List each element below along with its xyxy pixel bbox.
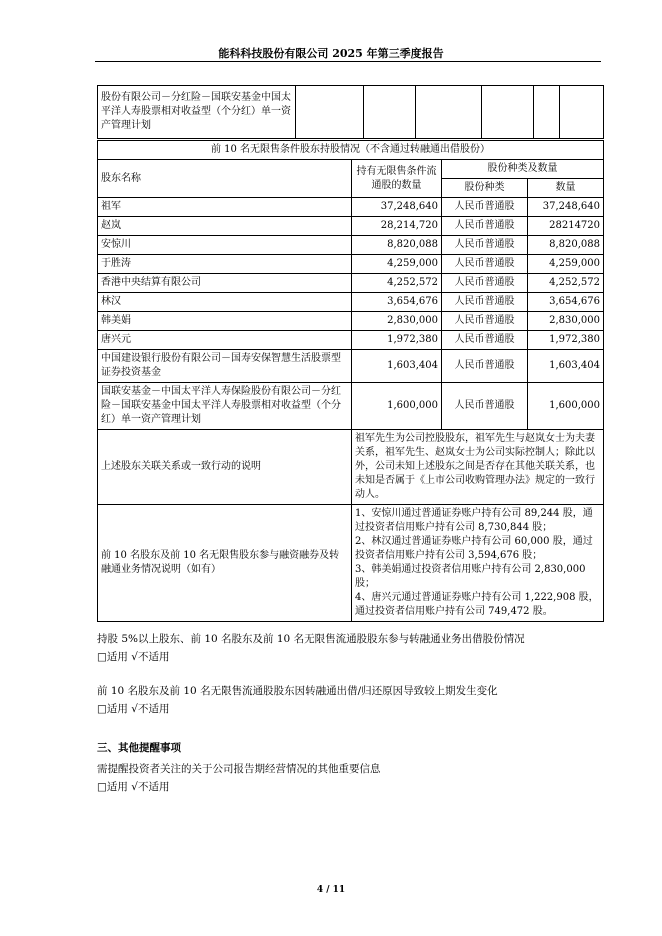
table-row: 林汉 3,654,676 人民币普通股 3,654,676 — [98, 293, 604, 312]
section-other-option: □适用 √不适用 — [97, 781, 170, 793]
continuation-holder-name: 股份有限公司－分红险－国联安基金中国太平洋人寿股票相对收益型（个分红）单一资产管理计划 — [98, 86, 296, 139]
list-item: 4、唐兴元通过普通证券账户持有公司 1,222,908 股，通过投资者信用账户持有公司 749,472 股。 — [355, 592, 599, 617]
note-lending-title: 持股 5%以上股东、前 10 名股东及前 10 名无限售流通股股东参与转融通业务出借股份情况 — [97, 633, 525, 645]
list-item: 3、韩美娟通过投资者信用账户持有公司 2,830,000 股； — [355, 564, 586, 589]
list-item: 1、安惊川通过普通证券账户持有公司 89,244 股，通过投资者信用账户持有公司 8,730,844 股； — [355, 508, 593, 533]
table-row: 祖军 37,248,640 人民币普通股 37,248,640 — [98, 198, 604, 217]
note-change-title: 前 10 名股东及前 10 名无限售流通股股东因转融通出借/归还原因导致较上期发生变化 — [97, 685, 498, 697]
col-header-amount: 数量 — [528, 179, 604, 198]
margin-trading-label: 前 10 名股东及前 10 名无限售股东参与融资融券及转融通业务情况说明（如有） — [98, 505, 352, 622]
relation-label: 上述股东关联关系或一致行动的说明 — [98, 430, 352, 505]
header-divider — [95, 61, 601, 62]
table-row: 国联安基金－中国太平洋人寿保险股份有限公司－分红险－国联安基金中国太平洋人寿股票相对收益型（个分红）单一资产管理计划 1,600,000 人民币普通股 1,600,000 — [98, 383, 604, 430]
margin-trading-items — [352, 505, 604, 622]
table-row: 唐兴元 1,972,380 人民币普通股 1,972,380 — [98, 331, 604, 350]
table-row: 于胜涛 4,259,000 人民币普通股 4,259,000 — [98, 255, 604, 274]
table-title: 前 10 名无限售条件股东持股情况（不含通过转融通出借股份） — [98, 141, 604, 160]
top10-unrestricted-holders-table — [97, 140, 604, 622]
section-other-text: 需提醒投资者关注的关于公司报告期经营情况的其他重要信息 — [97, 763, 381, 775]
col-header-name: 股东名称 — [98, 160, 352, 198]
col-header-kind: 股份种类 — [442, 179, 528, 198]
table-row: 安惊川 8,820,088 人民币普通股 8,820,088 — [98, 236, 604, 255]
report-header-title: 能科科技股份有限公司 2025 年第三季度报告 — [218, 47, 444, 60]
page-number: 4 / 11 — [316, 885, 346, 895]
note-change-option: □适用 √不适用 — [97, 703, 170, 715]
relation-text: 祖军先生为公司控股股东，祖军先生与赵岚女士为夫妻关系，祖军先生、赵岚女士为公司实际控制人；除此以外，公司未知上述股东之间是否存在其他关联关系，也未知是否属于《上市公司收购管理办法》规定的一致行动人。 — [352, 430, 604, 505]
list-item: 2、林汉通过普通证券账户持有公司 60,000 股，通过投资者信用账户持有公司 3,594,676 股； — [355, 536, 593, 561]
table-row: 赵岚 28,214,720 人民币普通股 28214720 — [98, 217, 604, 236]
section-heading-other-matters: 三、其他提醒事项 — [97, 742, 181, 754]
note-lending-option: □适用 √不适用 — [97, 651, 170, 663]
table-row: 中国建设银行股份有限公司－国寿安保智慧生活股票型证券投资基金 1,603,404 人民币普通股 1,603,404 — [98, 350, 604, 383]
col-header-qty: 持有无限售条件流通股的数量 — [352, 160, 442, 198]
table-row: 韩美娟 2,830,000 人民币普通股 2,830,000 — [98, 312, 604, 331]
table-row: 香港中央结算有限公司 4,252,572 人民币普通股 4,252,572 — [98, 274, 604, 293]
col-header-kind-group: 股份种类及数量 — [442, 160, 604, 179]
continuation-table — [97, 85, 604, 139]
